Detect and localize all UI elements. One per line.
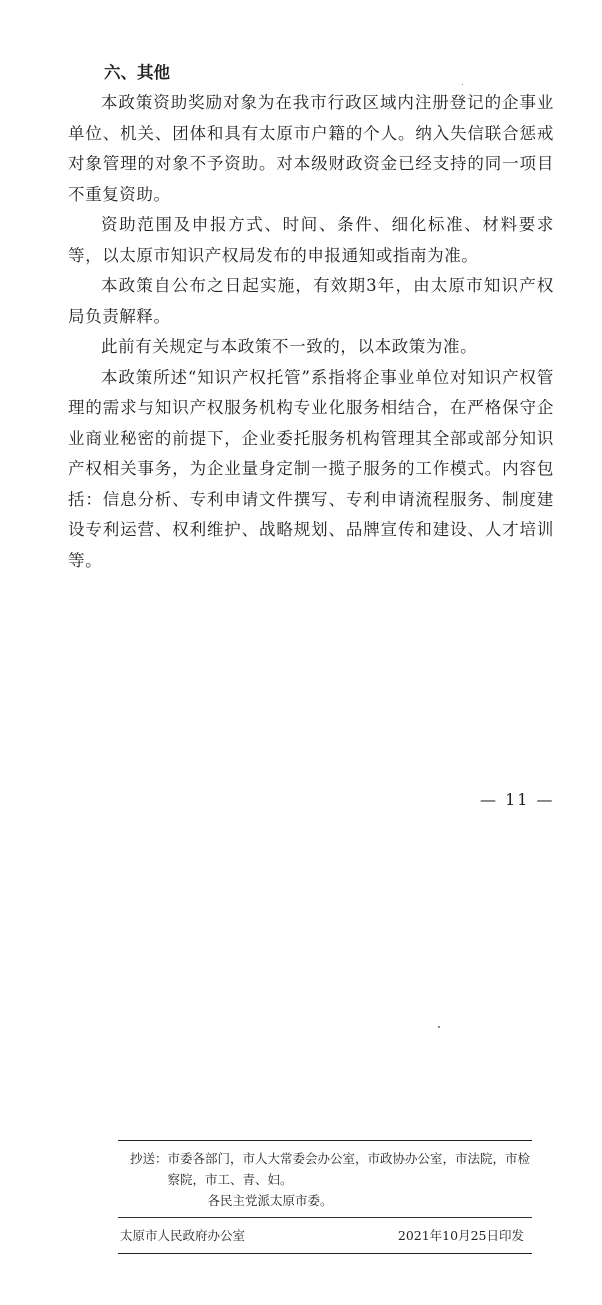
issuer: 太原市人民政府办公室 (120, 1228, 246, 1243)
copy-to-extra: 各民主党派太原市委。 (207, 1193, 333, 1208)
scan-speck (462, 84, 463, 85)
document-body (68, 58, 554, 576)
paragraph: 此前有关规定与本政策不一致的，以本政策为准。 (101, 337, 478, 356)
copy-to-label: 抄送： (130, 1151, 168, 1166)
paragraph: 本政策资助奖励对象为在我市行政区域内注册登记的企事业单位、机关、团体和具有太原市户籍的个人。纳入失信联合惩戒对象管理的对象不予资助。对本级财政资金已经支持的同一项目不重复资助。 (68, 93, 554, 204)
issue-line (118, 1218, 532, 1253)
distribution-footer (118, 1140, 532, 1254)
copy-to-recipients (168, 1148, 532, 1211)
page-number: — 11 — (480, 790, 555, 809)
paragraph: 本政策自公布之日起实施，有效期3年，由太原市知识产权局负责解释。 (68, 276, 554, 326)
copy-to-text: 市委各部门，市人大常委会办公室，市政协办公室，市法院，市检察院，市工、青、妇。 (167, 1151, 531, 1187)
copy-to-section (118, 1141, 532, 1217)
paragraph: 本政策所述“知识产权托管”系指将企事业单位对知识产权管理的需求与知识产权服务机构专业化服务相结合，在严格保守企业商业秘密的前提下，企业委托服务机构管理其全部或部分知识产权相关事务，为企业量身定制一揽子服务的工作模式。内容包括：信息分析、专利申请文件撰写、专利申请流程服务、制度建设专利运营、权利维护、战略规划、品牌宣传和建设、人才培训等。 (68, 367, 554, 570)
issue-date: 2021年10月25日印发 (397, 1228, 524, 1243)
scan-speck (438, 1026, 440, 1028)
footer-bottom-rule (118, 1253, 532, 1254)
paragraph: 资助范围及申报方式、时间、条件、细化标准、材料要求等，以太原市知识产权局发布的申报通知或指南为准。 (68, 215, 554, 265)
section-heading: 六、其他 (104, 63, 170, 82)
